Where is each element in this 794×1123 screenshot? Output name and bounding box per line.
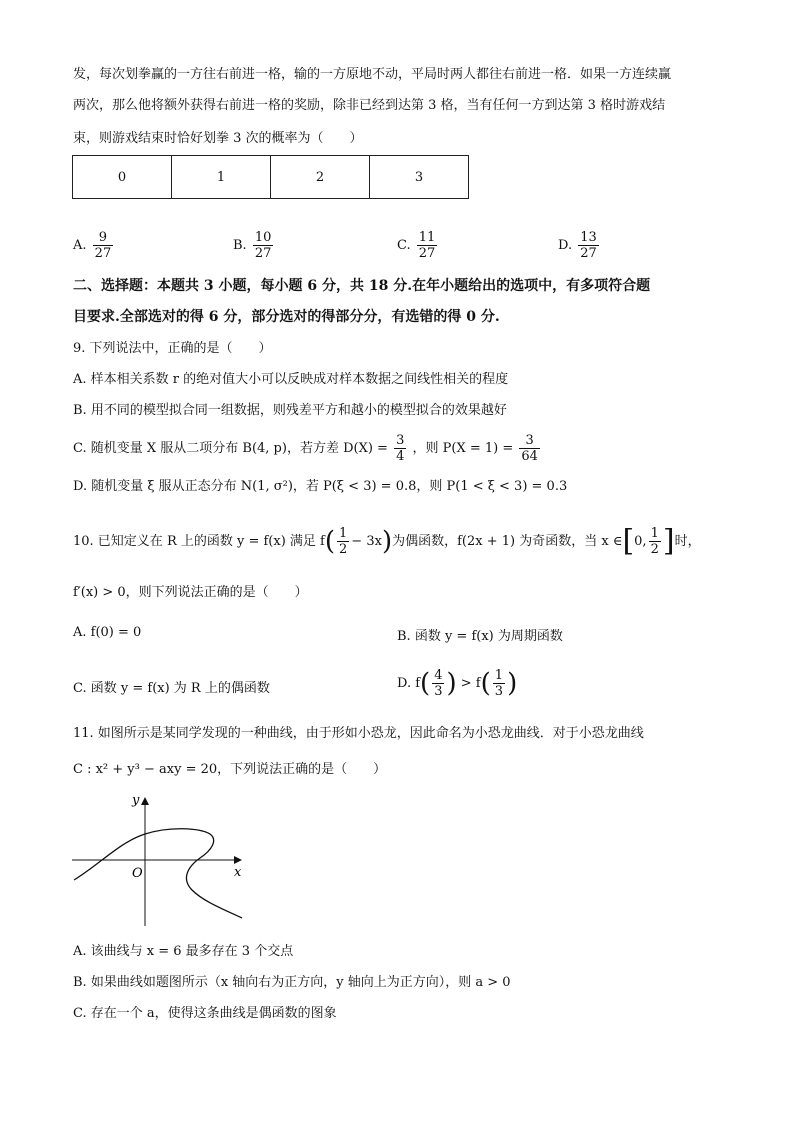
- bracket: ]: [662, 523, 675, 559]
- grid-cell: 3: [370, 156, 469, 199]
- fraction: $\frac{13}{27}$: [580, 230, 597, 261]
- option-label: C.: [397, 238, 411, 253]
- q9-stem: 9. 下列说法中，正确的是（ ）: [73, 341, 272, 356]
- q10-text: − 3x: [351, 534, 382, 549]
- y-axis-label: y: [132, 793, 140, 808]
- q10-stem: [73, 524, 701, 560]
- grid-table: [72, 155, 469, 199]
- paren: (: [324, 526, 336, 557]
- q9-c-text: ，则 P(X = 1) =: [412, 441, 514, 456]
- fraction: $\frac{11}{27}$: [418, 230, 436, 261]
- intro-line-2: 两次，那么他将额外获得右前进一格的奖励，除非已经到达第 3 格，当有任何一方到达第 3 格时游戏结: [73, 98, 666, 113]
- section-heading-2: 目要求.全部选对的得 6 分，部分选对的得部分分，有选错的得 0 分.: [73, 309, 500, 325]
- q10-option-a: A. f(0) = 0: [73, 625, 142, 640]
- q11-line-1: 11. 如图所示是某同学发现的一种曲线，由于形如小恐龙，因此命名为小恐龙曲线．对于小恐龙曲线: [73, 726, 644, 741]
- fraction: $\frac{1}{3}$: [494, 668, 504, 699]
- paren: ): [507, 668, 518, 699]
- fraction: $\frac{1}{2}$: [339, 526, 348, 557]
- q9-c-text: C. 随机变量 X 服从二项分布 B(4, p)，若方差 D(X) =: [73, 441, 388, 456]
- option-label: D.: [558, 238, 573, 253]
- bracket: [: [622, 523, 635, 559]
- paren: (: [420, 668, 431, 699]
- q8-option-d: [558, 230, 601, 261]
- paren: ): [446, 668, 457, 699]
- q10-line-2: f′(x) > 0，则下列说法正确的是（ ）: [73, 585, 308, 600]
- intro-line-1: 发，每次划拳赢的一方往右前进一格，输的一方原地不动，平局时两人都往右前进一格．如果一方连续赢: [73, 67, 672, 82]
- section-heading-1: 二、选择题：本题共 3 小题，每小题 6 分，共 18 分.在年小题给出的选项中，有多项符合题: [73, 278, 651, 294]
- intro-line-3: 束，则游戏结束时恰好划拳 3 次的概率为（ ）: [73, 131, 363, 146]
- q10-text: 10. 已知定义在 R 上的函数 y = f(x) 满足 f: [73, 534, 325, 549]
- fraction: $\frac{9}{27}$: [94, 230, 112, 261]
- q8-option-a: [73, 230, 115, 261]
- q9-option-c: [73, 432, 542, 466]
- q10-option-c: C. 函数 y = f(x) 为 R 上的偶函数: [73, 681, 270, 696]
- q11-option-c: C. 存在一个 a，使得这条曲线是偶函数的图象: [73, 1006, 337, 1021]
- paren: (: [480, 668, 491, 699]
- fraction: $\frac{3}{4}$: [396, 433, 405, 464]
- paren: ): [381, 526, 393, 557]
- option-label: B.: [233, 238, 247, 253]
- x-axis-label: x: [234, 865, 242, 880]
- fraction: $\frac{4}{3}$: [434, 668, 443, 699]
- q9-option-d: D. 随机变量 ξ 服从正态分布 N(1, σ²)，若 P(ξ < 3) = 0.8，则 P(1 < ξ < 3) = 0.3: [73, 479, 568, 494]
- q9-option-a: A. 样本相关系数 r 的绝对值大小可以反映成对样本数据之间线性相关的程度: [73, 372, 509, 387]
- q11-line-2: C : x² + y³ − axy = 20，下列说法正确的是（ ）: [73, 762, 387, 777]
- grid-cell: 1: [172, 156, 271, 199]
- q10-text: 0,: [634, 534, 647, 549]
- q11-option-b: B. 如果曲线如题图所示（x 轴向右为正方向，y 轴向上为正方向），则 a > 0: [73, 975, 511, 990]
- q8-option-c: [397, 230, 439, 261]
- origin-label: O: [132, 866, 143, 881]
- q11-option-a: A. 该曲线与 x = 6 最多存在 3 个交点: [73, 944, 294, 959]
- option-label: A.: [73, 238, 87, 253]
- dinosaur-curve-figure: [70, 790, 250, 930]
- q10-d-text: > f: [460, 676, 481, 691]
- y-axis-arrow: [141, 797, 149, 805]
- q10-text: 为偶函数，f(2x + 1) 为奇函数，当 x ∈: [392, 534, 623, 549]
- dinosaur-curve: [74, 829, 242, 918]
- fraction: $\frac{10}{27}$: [254, 230, 272, 261]
- grid-cell: 0: [73, 156, 172, 199]
- q10-text: 时，: [674, 534, 701, 549]
- q9-option-b: B. 用不同的模型拟合同一组数据，则残差平方和越小的模型拟合的效果越好: [73, 403, 507, 418]
- x-axis-arrow: [234, 856, 242, 864]
- q10-d-text: D. f: [397, 676, 421, 691]
- q8-option-b: [233, 230, 275, 261]
- q10-option-b: B. 函数 y = f(x) 为周期函数: [397, 629, 563, 644]
- fraction: $\frac{3}{64}$: [521, 433, 538, 464]
- grid-cell: 2: [271, 156, 370, 199]
- q10-option-d: [397, 666, 517, 702]
- fraction: $\frac{1}{2}$: [650, 526, 659, 557]
